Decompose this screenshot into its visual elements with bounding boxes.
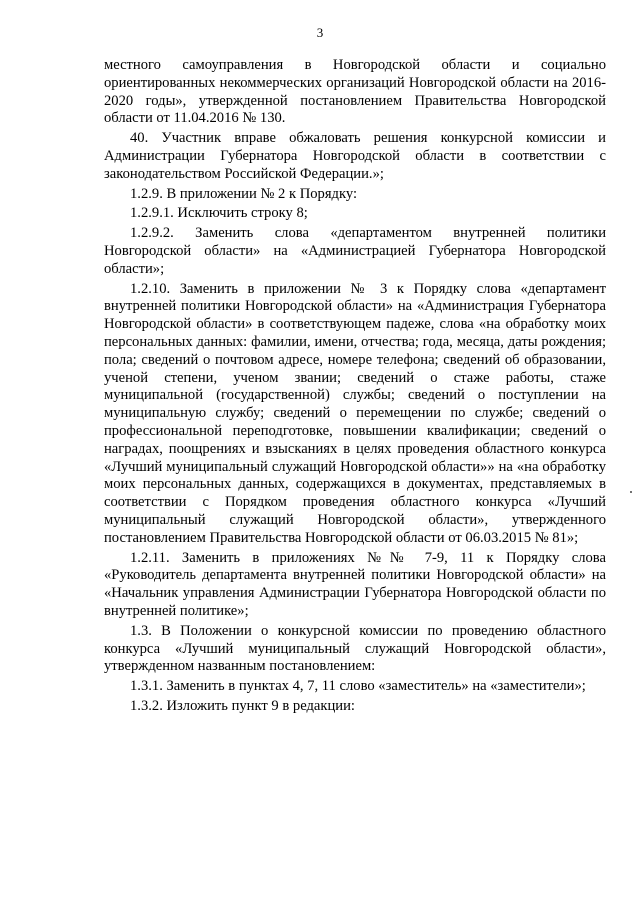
paragraph-1-2-10: 1.2.10. Заменить в приложении № 3 к Порядку слова «департамент внутренней политики Новгородской области» на «Администрация Губернатора Новгородской области» в соответствующем падеже, слова «на обработку моих персональных данных: фамилии, имени, отчества; года, месяца, даты рождения; пола; сведений о почтовом адресе, номере телефона; сведений об образовании, ученой степени, ученом звании; сведений о стаже работы, стаже муниципальной (государственной) службы; сведений о поступлении на муниципальную службу; сведений о перемещении по службе; сведений о профессиональной переподготовке, повышении квалификации; сведений о наградах, поощрениях и взысканиях в целях проведения областного конкурса «Лучший муниципальный служащий Новгородской области»» на «на обработку моих персональных данных, содержащихся в документах, представляемых в соответствии с Порядком проведения областного конкурса «Лучший муниципальный служащий Новгородской области», утвержденного постановлением Правительства Новгородской области от 06.03.2015 № 81»; [104, 280, 606, 546]
paragraph-1-2-9-2: 1.2.9.2. Заменить слова «департаментом внутренней политики Новгородской области» на «Администрацией Губернатора Новгородской области»; [104, 225, 606, 277]
paragraph-1-3-2: 1.3.2. Изложить пункт 9 в редакции: [130, 697, 355, 714]
page-number: 3 [316, 25, 324, 40]
paragraph-1-2-11: 1.2.11. Заменить в приложениях №№ 7-9, 11 к Порядку слова «Руководитель департамента внутренней политики Новгородской области» на «Начальник управления Администрации Губернатора Новгородской области по внутренней политике»; [104, 549, 606, 619]
paragraph-1-2-9-1: 1.2.9.1. Исключить строку 8; [130, 205, 308, 222]
paragraph-1-2-9: 1.2.9. В приложении № 2 к Порядку: [130, 185, 358, 202]
document-body [104, 57, 606, 716]
paragraph-1-3: 1.3. В Положении о конкурсной комиссии по проведению областного конкурса «Лучший муниципальный служащий Новгородской области», утвержденном названным постановлением: [104, 622, 606, 675]
paragraph-continuation: местного самоуправления в Новгородской области и социально ориентированных некоммерческих организаций Новгородской области на 2016-2020 годы», утвержденной постановлением Правительства Новгородской области от 11.04.2016 № 130. [104, 57, 606, 127]
scan-speck [630, 491, 632, 493]
paragraph-point-40: 40. Участник вправе обжаловать решения конкурсной комиссии и Администрации Губернатора Новгородской области в соответствии с законодательством Российской Федерации.»; [104, 130, 606, 182]
paragraph-1-3-1: 1.3.1. Заменить в пунктах 4, 7, 11 слово «заместитель» на «заместители»; [130, 678, 586, 695]
